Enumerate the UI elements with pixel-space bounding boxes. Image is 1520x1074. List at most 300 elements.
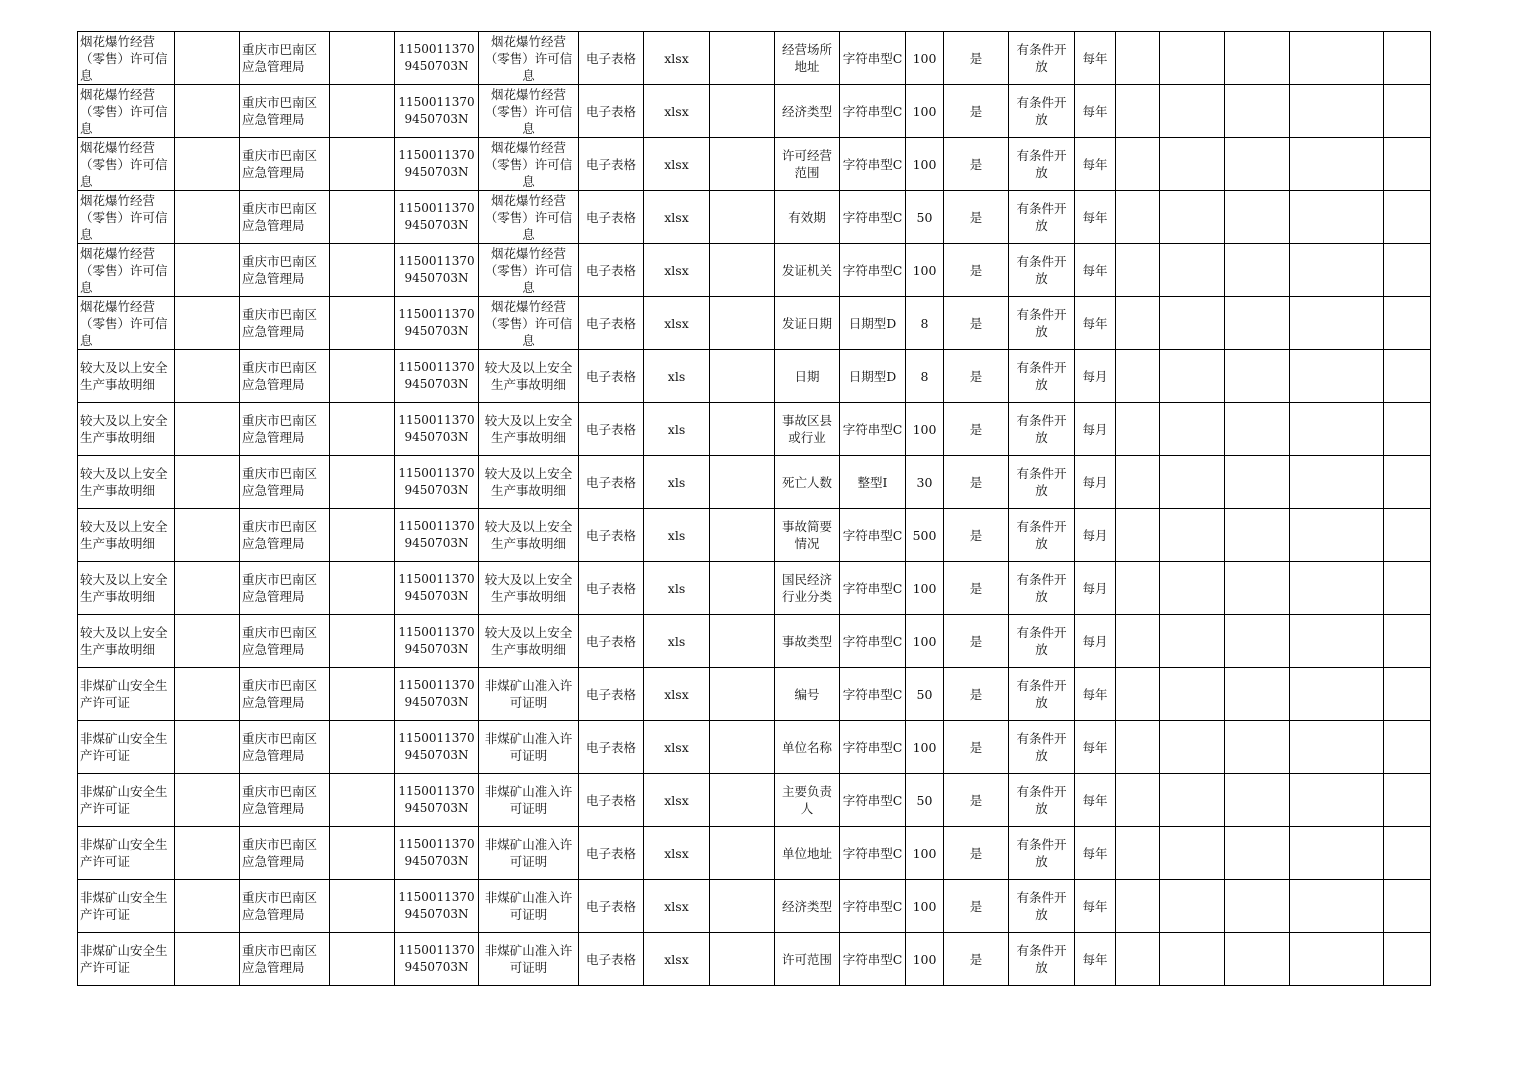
format-type-cell: 电子表格	[579, 721, 644, 774]
org-code-cell: 11500113709450703N	[395, 244, 479, 297]
provider-cell: 重庆市巴南区应急管理局	[240, 138, 330, 191]
blank-cell-20	[1384, 350, 1431, 403]
resource-name-cell: 非煤矿山安全生产许可证	[78, 721, 175, 774]
blank-cell-2	[175, 191, 240, 244]
org-code-cell: 11500113709450703N	[395, 403, 479, 456]
blank-cell-4	[330, 403, 395, 456]
file-ext-cell: xlsx	[644, 827, 710, 880]
org-code-cell: 11500113709450703N	[395, 880, 479, 933]
info-item-cell: 较大及以上安全生产事故明细	[479, 562, 579, 615]
blank-cell-17	[1160, 827, 1225, 880]
provider-cell: 重庆市巴南区应急管理局	[240, 85, 330, 138]
update-cycle-cell: 每月	[1075, 456, 1116, 509]
file-ext-cell: xlsx	[644, 138, 710, 191]
blank-cell-17	[1160, 562, 1225, 615]
blank-cell-9	[710, 138, 775, 191]
field-name-cell: 日期	[775, 350, 840, 403]
blank-cell-17	[1160, 403, 1225, 456]
data-type-cell: 日期型D	[840, 297, 906, 350]
table-row	[78, 403, 1431, 456]
resource-name-cell: 较大及以上安全生产事故明细	[78, 350, 175, 403]
table-row	[78, 562, 1431, 615]
blank-cell-19	[1290, 827, 1384, 880]
provider-cell: 重庆市巴南区应急管理局	[240, 562, 330, 615]
blank-cell-4	[330, 615, 395, 668]
file-ext-cell: xls	[644, 403, 710, 456]
blank-cell-16	[1116, 350, 1160, 403]
blank-cell-16	[1116, 827, 1160, 880]
provider-cell: 重庆市巴南区应急管理局	[240, 933, 330, 986]
blank-cell-18	[1225, 85, 1290, 138]
blank-cell-17	[1160, 138, 1225, 191]
blank-cell-18	[1225, 297, 1290, 350]
sharing-cell: 有条件开放	[1009, 85, 1075, 138]
org-code-cell: 11500113709450703N	[395, 562, 479, 615]
field-name-cell: 事故简要情况	[775, 509, 840, 562]
sharing-cell: 有条件开放	[1009, 297, 1075, 350]
sharing-cell: 有条件开放	[1009, 668, 1075, 721]
blank-cell-17	[1160, 297, 1225, 350]
blank-cell-9	[710, 562, 775, 615]
length-cell: 100	[906, 827, 944, 880]
file-ext-cell: xlsx	[644, 191, 710, 244]
blank-cell-2	[175, 32, 240, 85]
blank-cell-18	[1225, 880, 1290, 933]
info-item-cell: 非煤矿山准入许可证明	[479, 880, 579, 933]
blank-cell-9	[710, 297, 775, 350]
blank-cell-20	[1384, 297, 1431, 350]
sharing-cell: 有条件开放	[1009, 933, 1075, 986]
format-type-cell: 电子表格	[579, 668, 644, 721]
blank-cell-2	[175, 880, 240, 933]
blank-cell-2	[175, 350, 240, 403]
blank-cell-20	[1384, 880, 1431, 933]
info-item-cell: 非煤矿山准入许可证明	[479, 668, 579, 721]
length-cell: 100	[906, 403, 944, 456]
blank-cell-4	[330, 138, 395, 191]
blank-cell-16	[1116, 138, 1160, 191]
update-cycle-cell: 每年	[1075, 933, 1116, 986]
update-cycle-cell: 每月	[1075, 562, 1116, 615]
length-cell: 100	[906, 880, 944, 933]
length-cell: 100	[906, 85, 944, 138]
blank-cell-19	[1290, 774, 1384, 827]
provider-cell: 重庆市巴南区应急管理局	[240, 721, 330, 774]
blank-cell-16	[1116, 721, 1160, 774]
blank-cell-2	[175, 85, 240, 138]
blank-cell-9	[710, 827, 775, 880]
blank-cell-19	[1290, 562, 1384, 615]
length-cell: 50	[906, 774, 944, 827]
field-name-cell: 经济类型	[775, 85, 840, 138]
org-code-cell: 11500113709450703N	[395, 32, 479, 85]
data-type-cell: 字符串型C	[840, 509, 906, 562]
file-ext-cell: xlsx	[644, 774, 710, 827]
info-item-cell: 烟花爆竹经营（零售）许可信息	[479, 32, 579, 85]
blank-cell-16	[1116, 32, 1160, 85]
blank-cell-4	[330, 244, 395, 297]
table-row	[78, 85, 1431, 138]
blank-cell-20	[1384, 244, 1431, 297]
data-type-cell: 字符串型C	[840, 191, 906, 244]
required-cell: 是	[944, 509, 1009, 562]
file-ext-cell: xlsx	[644, 933, 710, 986]
resource-name-cell: 非煤矿山安全生产许可证	[78, 774, 175, 827]
blank-cell-18	[1225, 138, 1290, 191]
blank-cell-2	[175, 297, 240, 350]
file-ext-cell: xlsx	[644, 297, 710, 350]
blank-cell-17	[1160, 615, 1225, 668]
resource-name-cell: 烟花爆竹经营（零售）许可信息	[78, 138, 175, 191]
required-cell: 是	[944, 297, 1009, 350]
resource-name-cell: 非煤矿山安全生产许可证	[78, 827, 175, 880]
provider-cell: 重庆市巴南区应急管理局	[240, 668, 330, 721]
format-type-cell: 电子表格	[579, 403, 644, 456]
blank-cell-18	[1225, 456, 1290, 509]
table-row	[78, 297, 1431, 350]
blank-cell-9	[710, 933, 775, 986]
required-cell: 是	[944, 562, 1009, 615]
resource-name-cell: 烟花爆竹经营（零售）许可信息	[78, 244, 175, 297]
provider-cell: 重庆市巴南区应急管理局	[240, 456, 330, 509]
info-item-cell: 较大及以上安全生产事故明细	[479, 615, 579, 668]
blank-cell-16	[1116, 297, 1160, 350]
blank-cell-2	[175, 721, 240, 774]
blank-cell-4	[330, 85, 395, 138]
blank-cell-9	[710, 32, 775, 85]
sharing-cell: 有条件开放	[1009, 350, 1075, 403]
blank-cell-16	[1116, 403, 1160, 456]
format-type-cell: 电子表格	[579, 138, 644, 191]
blank-cell-20	[1384, 191, 1431, 244]
blank-cell-18	[1225, 668, 1290, 721]
required-cell: 是	[944, 32, 1009, 85]
blank-cell-19	[1290, 933, 1384, 986]
data-type-cell: 字符串型C	[840, 827, 906, 880]
required-cell: 是	[944, 827, 1009, 880]
file-ext-cell: xls	[644, 509, 710, 562]
field-name-cell: 有效期	[775, 191, 840, 244]
blank-cell-20	[1384, 85, 1431, 138]
update-cycle-cell: 每年	[1075, 32, 1116, 85]
data-type-cell: 日期型D	[840, 350, 906, 403]
field-name-cell: 事故区县或行业	[775, 403, 840, 456]
blank-cell-2	[175, 774, 240, 827]
org-code-cell: 11500113709450703N	[395, 774, 479, 827]
update-cycle-cell: 每年	[1075, 827, 1116, 880]
update-cycle-cell: 每月	[1075, 615, 1116, 668]
table-row	[78, 191, 1431, 244]
resource-name-cell: 烟花爆竹经营（零售）许可信息	[78, 85, 175, 138]
blank-cell-17	[1160, 933, 1225, 986]
info-item-cell: 较大及以上安全生产事故明细	[479, 509, 579, 562]
data-catalog-table	[77, 31, 1431, 986]
resource-name-cell: 较大及以上安全生产事故明细	[78, 509, 175, 562]
resource-name-cell: 非煤矿山安全生产许可证	[78, 933, 175, 986]
length-cell: 100	[906, 721, 944, 774]
required-cell: 是	[944, 244, 1009, 297]
data-type-cell: 字符串型C	[840, 721, 906, 774]
length-cell: 100	[906, 562, 944, 615]
required-cell: 是	[944, 456, 1009, 509]
file-ext-cell: xls	[644, 456, 710, 509]
blank-cell-20	[1384, 32, 1431, 85]
format-type-cell: 电子表格	[579, 827, 644, 880]
table-row	[78, 244, 1431, 297]
data-type-cell: 字符串型C	[840, 880, 906, 933]
blank-cell-20	[1384, 509, 1431, 562]
data-type-cell: 字符串型C	[840, 933, 906, 986]
blank-cell-17	[1160, 721, 1225, 774]
table-row	[78, 350, 1431, 403]
required-cell: 是	[944, 403, 1009, 456]
sharing-cell: 有条件开放	[1009, 191, 1075, 244]
blank-cell-17	[1160, 191, 1225, 244]
resource-name-cell: 烟花爆竹经营（零售）许可信息	[78, 32, 175, 85]
blank-cell-20	[1384, 615, 1431, 668]
blank-cell-19	[1290, 880, 1384, 933]
required-cell: 是	[944, 85, 1009, 138]
blank-cell-17	[1160, 456, 1225, 509]
file-ext-cell: xlsx	[644, 668, 710, 721]
blank-cell-2	[175, 403, 240, 456]
org-code-cell: 11500113709450703N	[395, 721, 479, 774]
org-code-cell: 11500113709450703N	[395, 456, 479, 509]
info-item-cell: 烟花爆竹经营（零售）许可信息	[479, 191, 579, 244]
provider-cell: 重庆市巴南区应急管理局	[240, 827, 330, 880]
blank-cell-18	[1225, 827, 1290, 880]
blank-cell-9	[710, 456, 775, 509]
file-ext-cell: xls	[644, 615, 710, 668]
blank-cell-19	[1290, 138, 1384, 191]
blank-cell-16	[1116, 85, 1160, 138]
blank-cell-16	[1116, 668, 1160, 721]
blank-cell-9	[710, 668, 775, 721]
required-cell: 是	[944, 138, 1009, 191]
info-item-cell: 非煤矿山准入许可证明	[479, 774, 579, 827]
sharing-cell: 有条件开放	[1009, 774, 1075, 827]
blank-cell-9	[710, 615, 775, 668]
blank-cell-2	[175, 933, 240, 986]
length-cell: 8	[906, 297, 944, 350]
table-row	[78, 456, 1431, 509]
blank-cell-18	[1225, 32, 1290, 85]
org-code-cell: 11500113709450703N	[395, 85, 479, 138]
required-cell: 是	[944, 668, 1009, 721]
blank-cell-2	[175, 827, 240, 880]
required-cell: 是	[944, 933, 1009, 986]
blank-cell-19	[1290, 244, 1384, 297]
data-type-cell: 字符串型C	[840, 615, 906, 668]
format-type-cell: 电子表格	[579, 297, 644, 350]
field-name-cell: 事故类型	[775, 615, 840, 668]
org-code-cell: 11500113709450703N	[395, 191, 479, 244]
blank-cell-16	[1116, 456, 1160, 509]
table-body	[78, 32, 1431, 986]
blank-cell-20	[1384, 138, 1431, 191]
blank-cell-2	[175, 244, 240, 297]
blank-cell-18	[1225, 933, 1290, 986]
org-code-cell: 11500113709450703N	[395, 827, 479, 880]
blank-cell-20	[1384, 827, 1431, 880]
sharing-cell: 有条件开放	[1009, 244, 1075, 297]
file-ext-cell: xlsx	[644, 721, 710, 774]
blank-cell-2	[175, 668, 240, 721]
info-item-cell: 非煤矿山准入许可证明	[479, 933, 579, 986]
blank-cell-2	[175, 456, 240, 509]
format-type-cell: 电子表格	[579, 562, 644, 615]
blank-cell-2	[175, 615, 240, 668]
blank-cell-18	[1225, 403, 1290, 456]
org-code-cell: 11500113709450703N	[395, 668, 479, 721]
blank-cell-4	[330, 721, 395, 774]
info-item-cell: 烟花爆竹经营（零售）许可信息	[479, 297, 579, 350]
resource-name-cell: 较大及以上安全生产事故明细	[78, 403, 175, 456]
blank-cell-20	[1384, 933, 1431, 986]
file-ext-cell: xls	[644, 350, 710, 403]
update-cycle-cell: 每年	[1075, 668, 1116, 721]
data-type-cell: 字符串型C	[840, 668, 906, 721]
blank-cell-9	[710, 350, 775, 403]
blank-cell-17	[1160, 880, 1225, 933]
table-row	[78, 138, 1431, 191]
provider-cell: 重庆市巴南区应急管理局	[240, 615, 330, 668]
resource-name-cell: 较大及以上安全生产事故明细	[78, 456, 175, 509]
blank-cell-16	[1116, 191, 1160, 244]
provider-cell: 重庆市巴南区应急管理局	[240, 350, 330, 403]
blank-cell-2	[175, 562, 240, 615]
field-name-cell: 发证机关	[775, 244, 840, 297]
blank-cell-4	[330, 933, 395, 986]
blank-cell-17	[1160, 32, 1225, 85]
sharing-cell: 有条件开放	[1009, 827, 1075, 880]
field-name-cell: 编号	[775, 668, 840, 721]
file-ext-cell: xlsx	[644, 244, 710, 297]
provider-cell: 重庆市巴南区应急管理局	[240, 297, 330, 350]
blank-cell-4	[330, 456, 395, 509]
field-name-cell: 许可经营范围	[775, 138, 840, 191]
resource-name-cell: 烟花爆竹经营（零售）许可信息	[78, 297, 175, 350]
blank-cell-2	[175, 138, 240, 191]
blank-cell-19	[1290, 191, 1384, 244]
format-type-cell: 电子表格	[579, 191, 644, 244]
required-cell: 是	[944, 721, 1009, 774]
sharing-cell: 有条件开放	[1009, 403, 1075, 456]
blank-cell-20	[1384, 456, 1431, 509]
blank-cell-17	[1160, 668, 1225, 721]
data-type-cell: 字符串型C	[840, 403, 906, 456]
required-cell: 是	[944, 615, 1009, 668]
blank-cell-18	[1225, 244, 1290, 297]
info-item-cell: 烟花爆竹经营（零售）许可信息	[479, 85, 579, 138]
resource-name-cell: 较大及以上安全生产事故明细	[78, 562, 175, 615]
field-name-cell: 发证日期	[775, 297, 840, 350]
blank-cell-4	[330, 350, 395, 403]
blank-cell-20	[1384, 562, 1431, 615]
field-name-cell: 经济类型	[775, 880, 840, 933]
blank-cell-4	[330, 191, 395, 244]
length-cell: 50	[906, 668, 944, 721]
data-type-cell: 字符串型C	[840, 774, 906, 827]
blank-cell-16	[1116, 509, 1160, 562]
org-code-cell: 11500113709450703N	[395, 933, 479, 986]
info-item-cell: 烟花爆竹经营（零售）许可信息	[479, 138, 579, 191]
blank-cell-18	[1225, 774, 1290, 827]
provider-cell: 重庆市巴南区应急管理局	[240, 774, 330, 827]
format-type-cell: 电子表格	[579, 350, 644, 403]
blank-cell-4	[330, 827, 395, 880]
info-item-cell: 非煤矿山准入许可证明	[479, 721, 579, 774]
sharing-cell: 有条件开放	[1009, 32, 1075, 85]
provider-cell: 重庆市巴南区应急管理局	[240, 32, 330, 85]
blank-cell-9	[710, 880, 775, 933]
update-cycle-cell: 每年	[1075, 297, 1116, 350]
update-cycle-cell: 每年	[1075, 85, 1116, 138]
provider-cell: 重庆市巴南区应急管理局	[240, 509, 330, 562]
blank-cell-4	[330, 509, 395, 562]
blank-cell-19	[1290, 85, 1384, 138]
table-row	[78, 509, 1431, 562]
file-ext-cell: xlsx	[644, 32, 710, 85]
sharing-cell: 有条件开放	[1009, 562, 1075, 615]
blank-cell-20	[1384, 774, 1431, 827]
field-name-cell: 主要负责人	[775, 774, 840, 827]
update-cycle-cell: 每月	[1075, 350, 1116, 403]
blank-cell-17	[1160, 244, 1225, 297]
update-cycle-cell: 每年	[1075, 244, 1116, 297]
blank-cell-19	[1290, 668, 1384, 721]
blank-cell-18	[1225, 615, 1290, 668]
blank-cell-20	[1384, 403, 1431, 456]
resource-name-cell: 烟花爆竹经营（零售）许可信息	[78, 191, 175, 244]
blank-cell-9	[710, 244, 775, 297]
blank-cell-18	[1225, 509, 1290, 562]
field-name-cell: 单位名称	[775, 721, 840, 774]
field-name-cell: 许可范围	[775, 933, 840, 986]
update-cycle-cell: 每月	[1075, 403, 1116, 456]
data-type-cell: 字符串型C	[840, 138, 906, 191]
provider-cell: 重庆市巴南区应急管理局	[240, 403, 330, 456]
blank-cell-17	[1160, 509, 1225, 562]
blank-cell-18	[1225, 721, 1290, 774]
sharing-cell: 有条件开放	[1009, 615, 1075, 668]
blank-cell-17	[1160, 85, 1225, 138]
field-name-cell: 经营场所地址	[775, 32, 840, 85]
required-cell: 是	[944, 350, 1009, 403]
update-cycle-cell: 每年	[1075, 721, 1116, 774]
info-item-cell: 非煤矿山准入许可证明	[479, 827, 579, 880]
blank-cell-19	[1290, 297, 1384, 350]
field-name-cell: 死亡人数	[775, 456, 840, 509]
blank-cell-19	[1290, 721, 1384, 774]
blank-cell-16	[1116, 880, 1160, 933]
info-item-cell: 较大及以上安全生产事故明细	[479, 403, 579, 456]
blank-cell-17	[1160, 774, 1225, 827]
blank-cell-19	[1290, 456, 1384, 509]
sharing-cell: 有条件开放	[1009, 138, 1075, 191]
blank-cell-4	[330, 774, 395, 827]
format-type-cell: 电子表格	[579, 85, 644, 138]
blank-cell-19	[1290, 350, 1384, 403]
info-item-cell: 烟花爆竹经营（零售）许可信息	[479, 244, 579, 297]
update-cycle-cell: 每年	[1075, 138, 1116, 191]
blank-cell-9	[710, 403, 775, 456]
blank-cell-16	[1116, 933, 1160, 986]
org-code-cell: 11500113709450703N	[395, 297, 479, 350]
length-cell: 100	[906, 933, 944, 986]
blank-cell-9	[710, 85, 775, 138]
file-ext-cell: xlsx	[644, 880, 710, 933]
